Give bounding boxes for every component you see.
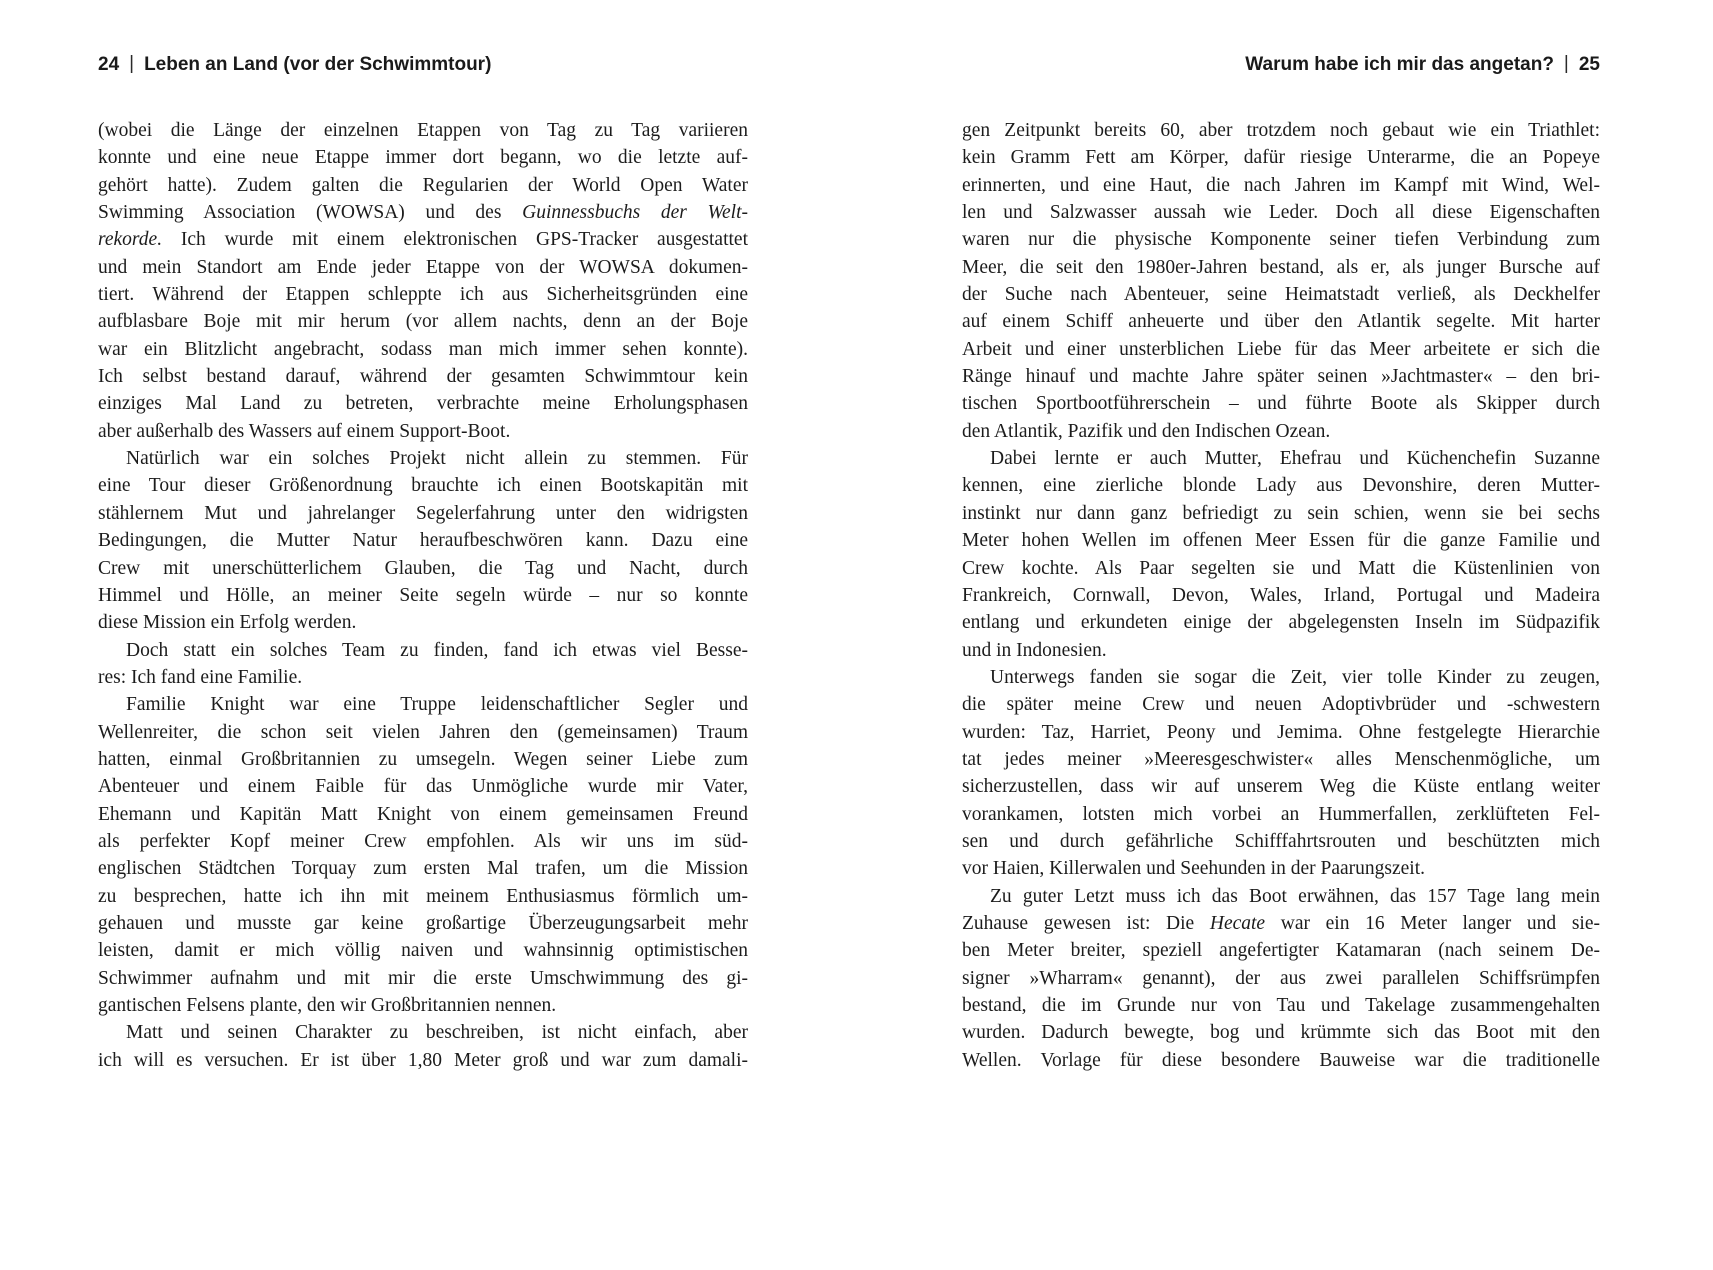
text-line: Natürlich war ein solches Projekt nicht allein zu stemmen. Für [126,448,748,470]
text-line: Zuhause gewesen ist: Die Hecate war ein 16 Meter langer und sie- [962,912,1600,934]
text-line: gehört hatte). Zudem galten die Regularien der World Open Water [98,174,748,196]
text-line: diese Mission ein Erfolg werden. [98,612,357,634]
text-line: eine Tour dieser Größenordnung brauchte ich einen Bootskapitän mit [98,475,748,497]
text-line: als perfekter Kopf meiner Crew empfohlen. Als wir uns im süd- [98,830,748,852]
text-line: stählernem Mut und jahrelanger Segelerfahrung unter den widrigsten [98,502,748,524]
right-running-head [962,53,1600,77]
text-line: konnte und eine neue Etappe immer dort begann, wo die letzte auf- [98,147,748,169]
header-divider: | [1563,53,1569,74]
text-line: zu besprechen, hatte ich ihn mit meinem Enthusiasmus förmlich um- [98,885,748,907]
text-line: wurden. Dadurch bewegte, bog und krümmte sich das Boot mit den [962,1022,1600,1044]
right-chapter-title: Warum habe ich mir das angetan? [1245,54,1554,75]
text-line: Crew kochte. Als Paar segelten sie und Matt die Küstenlinien von [962,557,1600,579]
text-line: hatten, einmal Großbritannien zu umsegeln. Wegen seiner Liebe zum [98,748,748,770]
text-line: den Atlantik, Pazifik und den Indischen Ozean. [962,420,1331,442]
right-page-text-column [962,117,1600,1074]
text-line: wurden: Taz, Harriet, Peony und Jemima. Ohne festgelegte Hierarchie [962,721,1600,743]
text-line: Arbeit und einer unsterblichen Liebe für das Meer arbeitete er sich die [962,338,1600,360]
text-line: Unterwegs fanden sie sogar die Zeit, vier tolle Kinder zu zeugen, [990,666,1600,688]
text-line: leisten, damit er mich völlig naiven und wahnsinnig optimistischen [98,940,748,962]
text-line: erinnerten, und eine Haut, die nach Jahren im Kampf mit Wind, Wel- [962,174,1600,196]
text-line: gehauen und musste gar keine großartige Überzeugungsarbeit mehr [98,912,748,934]
text-line: vor Haien, Killerwalen und Seehunden in der Paarungszeit. [962,858,1425,880]
text-line: gantischen Felsens plante, den wir Großbritannien nennen. [98,995,557,1016]
text-line: aber außerhalb des Wassers auf einem Support-Boot. [98,420,511,442]
text-line: der Suche nach Abenteuer, seine Heimatstadt verließ, als Deckhelfer [962,284,1600,306]
text-line: tiert. Während der Etappen schleppte ich aus Sicherheitsgründen eine [98,284,748,306]
text-line: tat jedes meiner »Meeresgeschwister« alles Menschenmögliche, um [962,748,1600,770]
text-line: Meter hohen Wellen im offenen Meer Essen für die ganze Familie und [962,530,1600,552]
text-line: Familie Knight war eine Truppe leidenschaftlicher Segler und [126,694,748,716]
text-line: aufblasbare Boje mit mir herum (vor allem nachts, denn an der Boje [98,311,748,333]
text-line: einziges Mal Land zu betreten, verbrachte meine Erholungsphasen [98,393,748,415]
text-line: kennen, eine zierliche blonde Lady aus Devonshire, deren Mutter- [962,475,1600,497]
text-line: signer »Wharram« genannt), der aus zwei parallelen Schiffsrümpfen [962,967,1600,989]
text-line: Meer, die seit den 1980er-Jahren bestand, als er, als junger Bursche auf [962,256,1600,278]
text-line: Schwimmer aufnahm und mit mir die erste Umschwimmung des gi- [98,967,748,989]
text-line: war ein Blitzlicht angebracht, sodass man mich immer sehen konnte). [98,338,748,360]
left-page-number: 24 [98,54,120,75]
text-line: ich will es versuchen. Er ist über 1,80 Meter groß und war zum damali- [98,1049,748,1071]
text-line: Bedingungen, die Mutter Natur heraufbeschwören kann. Dazu eine [98,530,748,552]
text-line: Zu guter Letzt muss ich das Boot erwähnen, das 157 Tage lang mein [990,885,1600,907]
text-line: Matt und seinen Charakter zu beschreiben, ist nicht einfach, aber [126,1022,748,1044]
text-line: Abenteuer und einem Faible für das Unmögliche wurde mir Vater, [98,776,748,798]
text-line: (wobei die Länge der einzelnen Etappen von Tag zu Tag variieren [98,120,748,141]
text-line: Ich selbst bestand darauf, während der gesamten Schwimmtour kein [98,366,748,388]
text-line: Swimming Association (WOWSA) und des Guinnessbuchs der Welt- [98,202,748,224]
text-line: englischen Städtchen Torquay zum ersten Mal trafen, um die Mission [98,858,748,880]
text-line: und mein Standort am Ende jeder Etappe von der WOWSA dokumen- [98,256,748,278]
text-line: sicherzustellen, dass wir auf unserem Weg die Küste entlang weiter [962,776,1600,798]
text-line: rekorde. Ich wurde mit einem elektronischen GPS-Tracker ausgestattet [98,229,748,251]
right-page-number: 25 [1578,54,1600,75]
text-line: vorankamen, lotsten mich vorbei an Hummerfallen, zerklüfteten Fel- [962,803,1600,825]
text-line: und in Indonesien. [962,639,1107,661]
text-line: Frankreich, Cornwall, Devon, Wales, Irland, Portugal und Madeira [962,584,1600,606]
text-line: auf einem Schiff anheuerte und über den Atlantik segelte. Mit harter [962,311,1600,333]
text-line: sen und durch gefährliche Schifffahrtsrouten und beschützten mich [962,830,1600,852]
text-line: die später meine Crew und neuen Adoptivbrüder und -schwestern [962,694,1600,716]
text-line: gen Zeitpunkt bereits 60, aber trotzdem noch gebaut wie ein Triathlet: [962,120,1600,141]
text-line: Dabei lernte er auch Mutter, Ehefrau und Küchenchefin Suzanne [990,448,1600,470]
left-chapter-title: Leben an Land (vor der Schwimmtour) [144,54,492,75]
text-line: instinkt nur dann ganz befriedigt zu sein schien, wenn sie bei sechs [962,502,1600,524]
text-line: Doch statt ein solches Team zu finden, fand ich etwas viel Besse- [126,639,748,661]
text-line: kein Gramm Fett am Körper, dafür riesige Unterarme, die an Popeye [962,147,1600,169]
text-line: ben Meter breiter, speziell angefertigter Katamaran (nach seinem De- [962,940,1600,962]
text-line: Crew mit unerschütterlichem Glauben, die Tag und Nacht, durch [98,557,748,579]
text-line: Ehemann und Kapitän Matt Knight von einem gemeinsamen Freund [98,803,748,825]
text-line: Himmel und Hölle, an meiner Seite segeln würde – nur so konnte [98,584,748,606]
text-line: entlang und erkundeten einige der abgelegensten Inseln im Südpazifik [962,612,1600,634]
text-line: waren nur die physische Komponente seiner tiefen Verbindung zum [962,229,1600,251]
header-divider: | [129,53,135,74]
text-line: Wellen. Vorlage für diese besondere Bauweise war die traditionelle [962,1049,1600,1071]
text-line: res: Ich fand eine Familie. [98,666,303,688]
left-running-head [98,53,748,77]
text-line: Ränge hinauf und machte Jahre später seinen »Jachtmaster« – den bri- [962,366,1600,388]
text-line: bestand, die im Grunde nur von Tau und Takelage zusammengehalten [962,995,1600,1016]
text-line: len und Salzwasser aussah wie Leder. Doch all diese Eigenschaften [962,202,1600,224]
left-page-text-column [98,117,748,1074]
text-line: Wellenreiter, die schon seit vielen Jahren den (gemeinsamen) Traum [98,721,748,743]
text-line: tischen Sportbootführerschein – und führte Boote als Skipper durch [962,393,1600,415]
